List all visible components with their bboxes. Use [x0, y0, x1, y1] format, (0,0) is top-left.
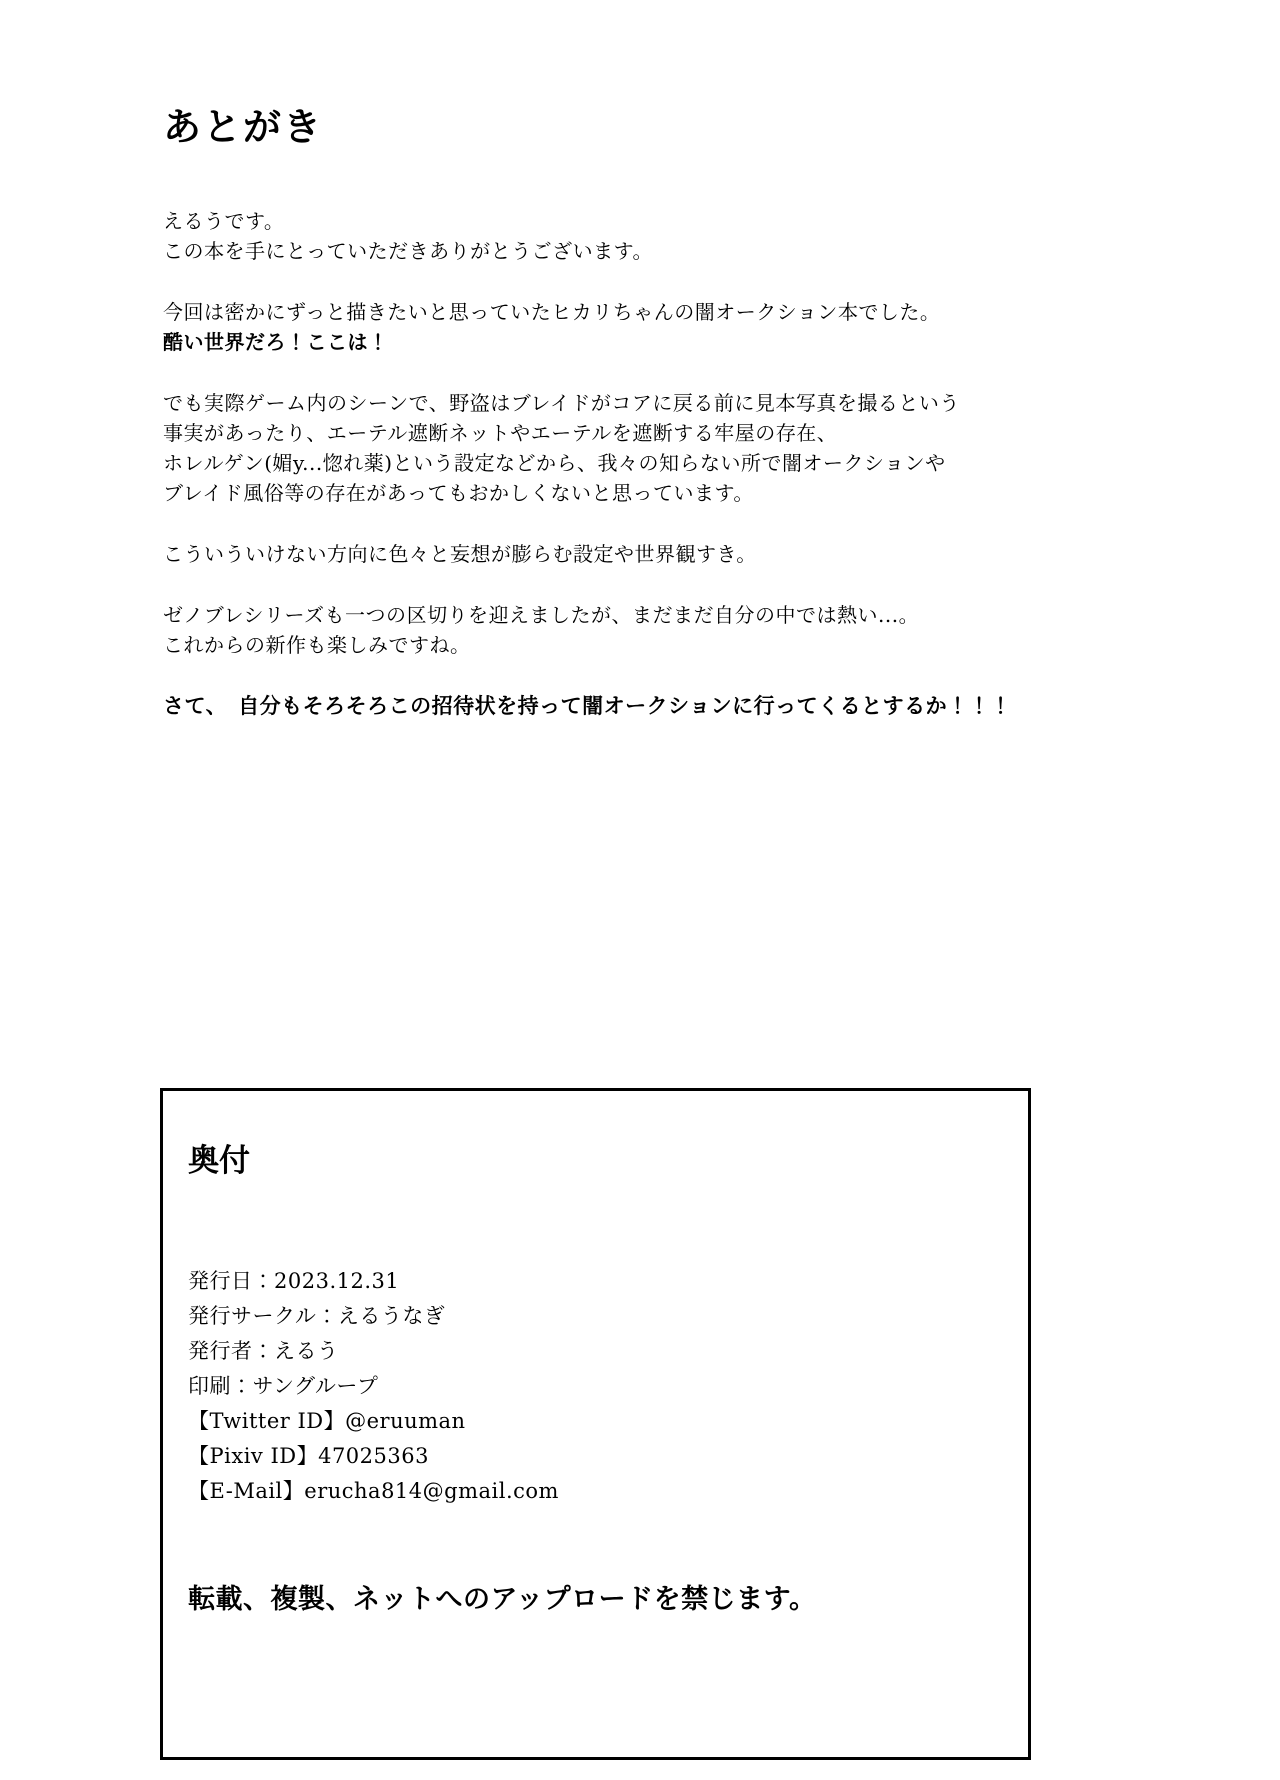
colophon-publish-date: 発行日：2023.12.31 — [188, 1269, 400, 1293]
text-line: ブレイド風俗等の存在があってもおかしくないと思っています。 — [163, 481, 754, 505]
text-line: こういういけない方向に色々と妄想が膨らむ設定や世界観すき。 — [163, 542, 757, 566]
colophon-circle: 発行サークル：えるうなぎ — [188, 1304, 446, 1328]
afterword-paragraph-closing — [163, 691, 1023, 721]
text-line-emphasis: さて、 自分もそろそろこの招待状を持って闇オークションに行ってくるとするか！！！ — [163, 694, 1012, 718]
afterword-paragraph-theme — [163, 297, 1023, 357]
colophon-twitter-id: 【Twitter ID】@eruuman — [188, 1409, 466, 1433]
colophon-publisher: 発行者：えるう — [188, 1339, 339, 1363]
text-line: でも実際ゲーム内のシーンで、野盗はブレイドがコアに戻る前に見本写真を撮るという — [163, 391, 960, 415]
text-line: これからの新作も楽しみですね。 — [163, 633, 471, 657]
afterword-title: あとがき — [163, 105, 324, 149]
text-line: ホレルゲン(媚y...惚れ薬)という設定などから、我々の知らない所で闇オークションや — [163, 451, 946, 475]
text-line-emphasis: 酷い世界だろ！ここは！ — [163, 330, 389, 354]
text-line: 今回は密かにずっと描きたいと思っていたヒカリちゃんの闇オークション本でした。 — [163, 300, 941, 324]
colophon-box — [160, 1088, 1031, 1760]
colophon-info — [188, 1264, 998, 1509]
colophon-copyright-notice: 転載、複製、ネットへのアップロードを禁じます。 — [188, 1584, 817, 1615]
colophon-printer: 印刷：サングループ — [188, 1374, 379, 1398]
colophon-email: 【E-Mail】erucha814@gmail.com — [188, 1479, 559, 1503]
colophon-title: 奥付 — [188, 1143, 250, 1179]
text-line: えるうです。 — [163, 209, 285, 233]
colophon-pixiv-id: 【Pixiv ID】47025363 — [188, 1444, 429, 1468]
afterword-body — [163, 206, 1023, 752]
text-line: 事実があったり、エーテル遮断ネットやエーテルを遮断する牢屋の存在、 — [163, 421, 838, 445]
afterword-paragraph-greeting — [163, 206, 1023, 266]
afterword-paragraph-lore — [163, 388, 1023, 508]
text-line: ゼノブレシリーズも一つの区切りを迎えましたが、まだまだ自分の中では熱い...。 — [163, 603, 920, 627]
afterword-paragraph-series — [163, 600, 1023, 660]
afterword-paragraph-worldview — [163, 539, 1023, 569]
text-line: この本を手にとっていただきありがとうございます。 — [163, 239, 653, 263]
